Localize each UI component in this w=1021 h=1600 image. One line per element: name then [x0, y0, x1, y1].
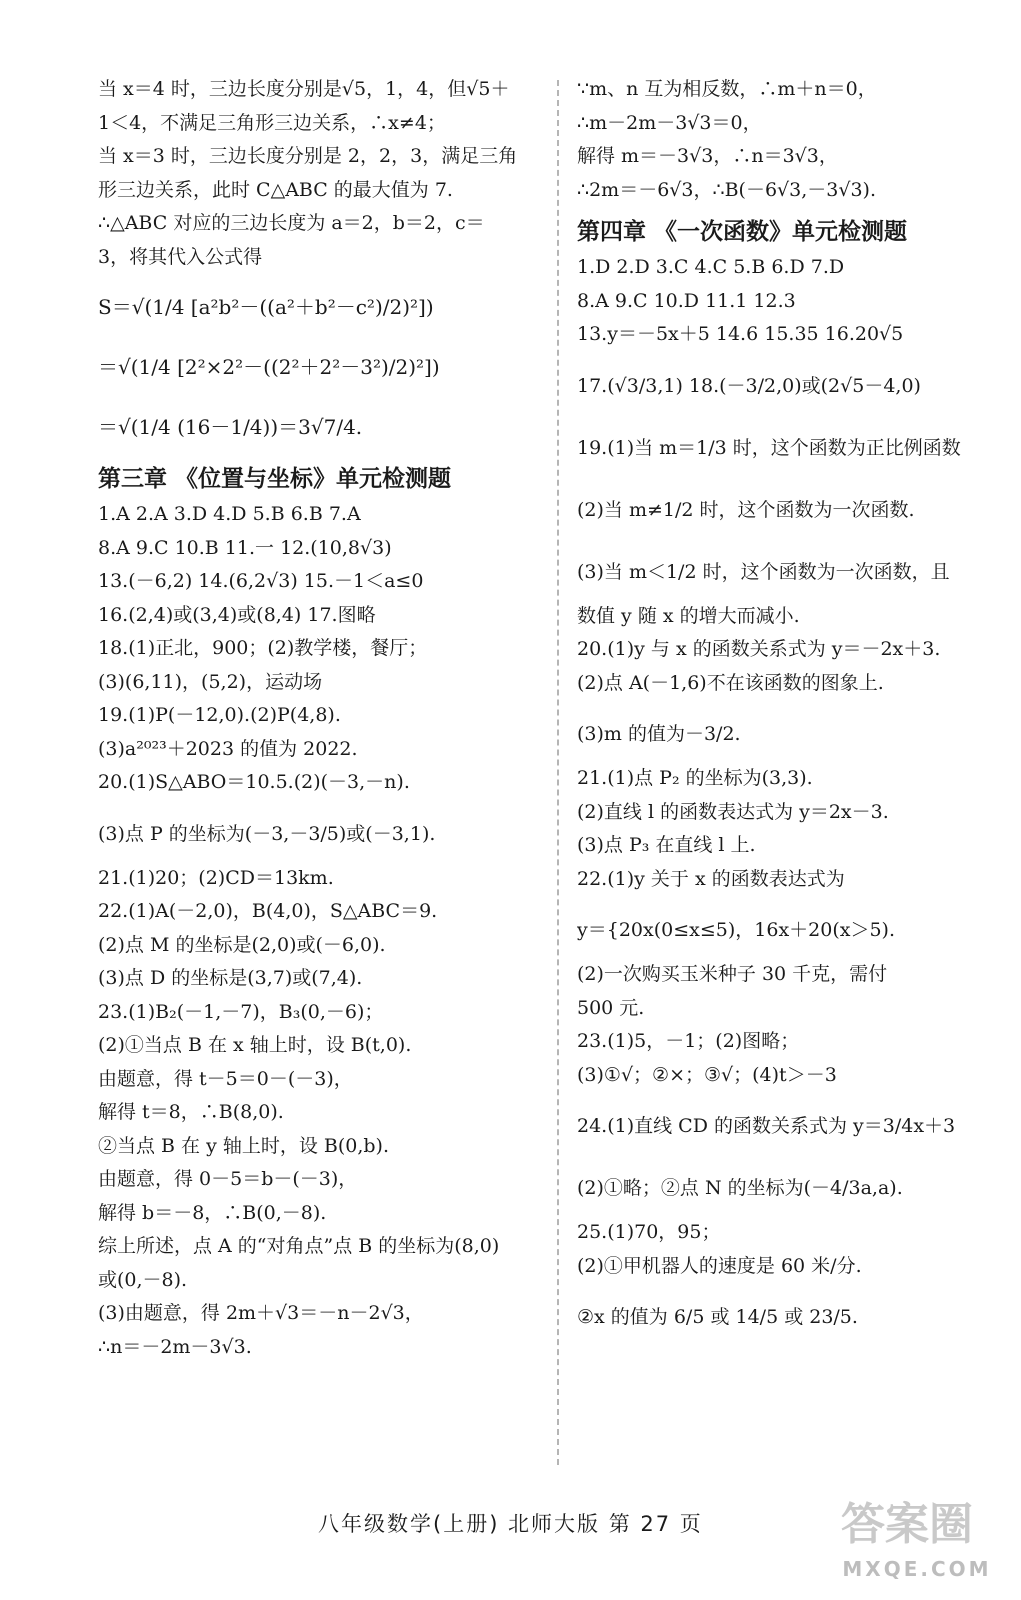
answer-line: 19.(1)当 m＝1/3 时，这个函数为正比例函数	[577, 436, 961, 459]
answer-line: 1.A 2.A 3.D 4.D 5.B 6.B 7.A	[98, 503, 361, 525]
right-column	[577, 76, 1021, 1348]
answer-line: 8.A 9.C 10.D 11.1 12.3	[577, 289, 796, 312]
answer-line: (2)①当点 B 在 x 轴上时，设 B(t,0).	[98, 1034, 412, 1056]
answer-line: ∴△ABC 对应的三边长度为 a＝2，b＝2，c＝	[98, 212, 485, 234]
answer-line: 18.(1)正北，900；(2)教学楼，餐厅；	[98, 637, 428, 659]
answer-line: 20.(1)y 与 x 的函数关系式为 y＝－2x＋3.	[577, 638, 941, 660]
page-footer: 八年级数学(上册) 北师大版 第 27 页	[318, 1512, 703, 1536]
answer-line: (3)点 P 的坐标为(－3,－3/5)或(－3,1).	[98, 822, 436, 845]
answer-line: ＝√(1/4 [2²×2²－((2²＋2²－3²)/2)²])	[98, 355, 440, 379]
answer-line: (2)①甲机器人的速度是 60 米/分.	[577, 1254, 862, 1277]
answer-line: S＝√(1/4 [a²b²－((a²＋b²－c²)/2)²])	[98, 295, 434, 319]
answer-line: (3)当 m＜1/2 时，这个函数为一次函数，且	[577, 560, 950, 583]
answer-line: (3)点 D 的坐标是(3,7)或(7,4).	[98, 967, 363, 989]
answer-line: 20.(1)S△ABO＝10.5.(2)(－3,－n).	[98, 771, 410, 793]
answer-line: 25.(1)70，95；	[577, 1221, 721, 1243]
answer-line: 解得 b＝－8，∴B(0,－8).	[98, 1201, 327, 1224]
answer-line: (3)m 的值为－3/2.	[577, 723, 741, 745]
answer-line: 22.(1)A(－2,0)，B(4,0)，S△ABC＝9.	[98, 900, 438, 922]
answer-line: (3)由题意，得 2m＋√3＝－n－2√3，	[98, 1302, 424, 1324]
answer-line: ∴n＝－2m－3√3.	[98, 1335, 252, 1358]
answer-line: (2)点 A(－1,6)不在该函数的图象上.	[577, 671, 884, 694]
answer-line: ＝√(1/4 (16－1/4))＝3√7/4.	[98, 415, 363, 439]
answer-line: 1.D 2.D 3.C 4.C 5.B 6.D 7.D	[577, 256, 845, 278]
answer-line: 13.y＝－5x＋5 14.6 15.35 16.20√5	[577, 323, 904, 345]
answer-line: 500 元.	[577, 996, 645, 1019]
answer-line: 形三边关系，此时 C△ABC 的最大值为 7.	[98, 178, 453, 201]
answer-line: 8.A 9.C 10.B 11.一 12.(10,8√3)	[98, 536, 392, 559]
chapter-heading: 第四章 《一次函数》单元检测题	[577, 219, 908, 245]
answer-line: 21.(1)点 P₂ 的坐标为(3,3).	[577, 767, 813, 789]
answer-line: 当 x＝4 时，三边长度分别是√5，1，4，但√5＋	[98, 78, 510, 100]
answer-line: 3，将其代入公式得	[98, 245, 263, 268]
answer-line: 22.(1)y 关于 x 的函数表达式为	[577, 867, 845, 890]
watermark-mark: 答案圈	[841, 1499, 973, 1550]
answer-line: 13.(－6,2) 14.(6,2√3) 15.－1＜a≤0	[98, 570, 424, 592]
watermark-url: MXQE.COM	[842, 1557, 992, 1581]
answer-line: 当 x＝3 时，三边长度分别是 2，2，3，满足三角	[98, 145, 518, 167]
answer-line: (3)(6,11)，(5,2)，运动场	[98, 670, 323, 693]
answer-line: 23.(1)B₂(－1,－7)，B₃(0,－6)；	[98, 1000, 384, 1023]
answer-line: 1＜4，不满足三角形三边关系，∴x≠4；	[98, 111, 446, 134]
answer-line: ②当点 B 在 y 轴上时，设 B(0,b).	[98, 1134, 390, 1157]
answer-line: ②x 的值为 6/5 或 14/5 或 23/5.	[577, 1306, 858, 1328]
answer-line: 或(0,－8).	[98, 1268, 188, 1291]
answer-line: 17.(√3/3,1) 18.(－3/2,0)或(2√5－4,0)	[577, 374, 921, 397]
answer-line: (2)①略；②点 N 的坐标为(－4/3a,a).	[577, 1177, 903, 1199]
answer-line: (3)a²⁰²³＋2023 的值为 2022.	[98, 737, 358, 760]
answer-line: 解得 m＝－3√3，∴n＝3√3，	[577, 145, 838, 167]
chapter-heading: 第三章 《位置与坐标》单元检测题	[98, 466, 452, 492]
answer-line: 23.(1)5，－1；(2)图略；	[577, 1030, 800, 1052]
answer-line: 综上所述，点 A 的“对角点”点 B 的坐标为(8,0)	[98, 1235, 500, 1257]
answer-line: ∵m、n 互为相反数，∴m＋n＝0，	[577, 78, 877, 100]
answer-line: 解得 t＝8，∴B(8,0).	[98, 1101, 284, 1123]
left-column	[98, 76, 544, 1367]
answer-line: 16.(2,4)或(3,4)或(8,4) 17.图略	[98, 603, 376, 626]
answer-line: 19.(1)P(－12,0).(2)P(4,8).	[98, 704, 341, 726]
column-divider	[557, 80, 559, 1465]
answer-line: (3)点 P₃ 在直线 l 上.	[577, 834, 756, 856]
answer-line: 由题意，得 0－5＝b－(－3)，	[98, 1168, 358, 1190]
answer-line: (3)①√；②×；③√；(4)t＞－3	[577, 1063, 837, 1086]
answer-line: 24.(1)直线 CD 的函数关系式为 y＝3/4x＋3	[577, 1115, 956, 1137]
answer-line: ∴2m＝－6√3，∴B(－6√3,－3√3).	[577, 178, 876, 201]
answer-line: 数值 y 随 x 的增大而减小.	[577, 604, 800, 627]
watermark-logo	[822, 1495, 1012, 1590]
answer-line: (2)当 m≠1/2 时，这个函数为一次函数.	[577, 498, 915, 521]
answer-line: (2)点 M 的坐标是(2,0)或(－6,0).	[98, 933, 386, 956]
answer-line: (2)一次购买玉米种子 30 千克，需付	[577, 963, 888, 985]
answer-line: 21.(1)20；(2)CD＝13km.	[98, 866, 334, 889]
answer-line: (2)直线 l 的函数表达式为 y＝2x－3.	[577, 800, 889, 823]
answer-line: y＝{20x(0≤x≤5)，16x＋20(x＞5).	[577, 919, 896, 941]
answer-line: 由题意，得 t－5＝0－(－3)，	[98, 1067, 353, 1090]
answer-line: ∴m－2m－3√3＝0，	[577, 111, 762, 134]
